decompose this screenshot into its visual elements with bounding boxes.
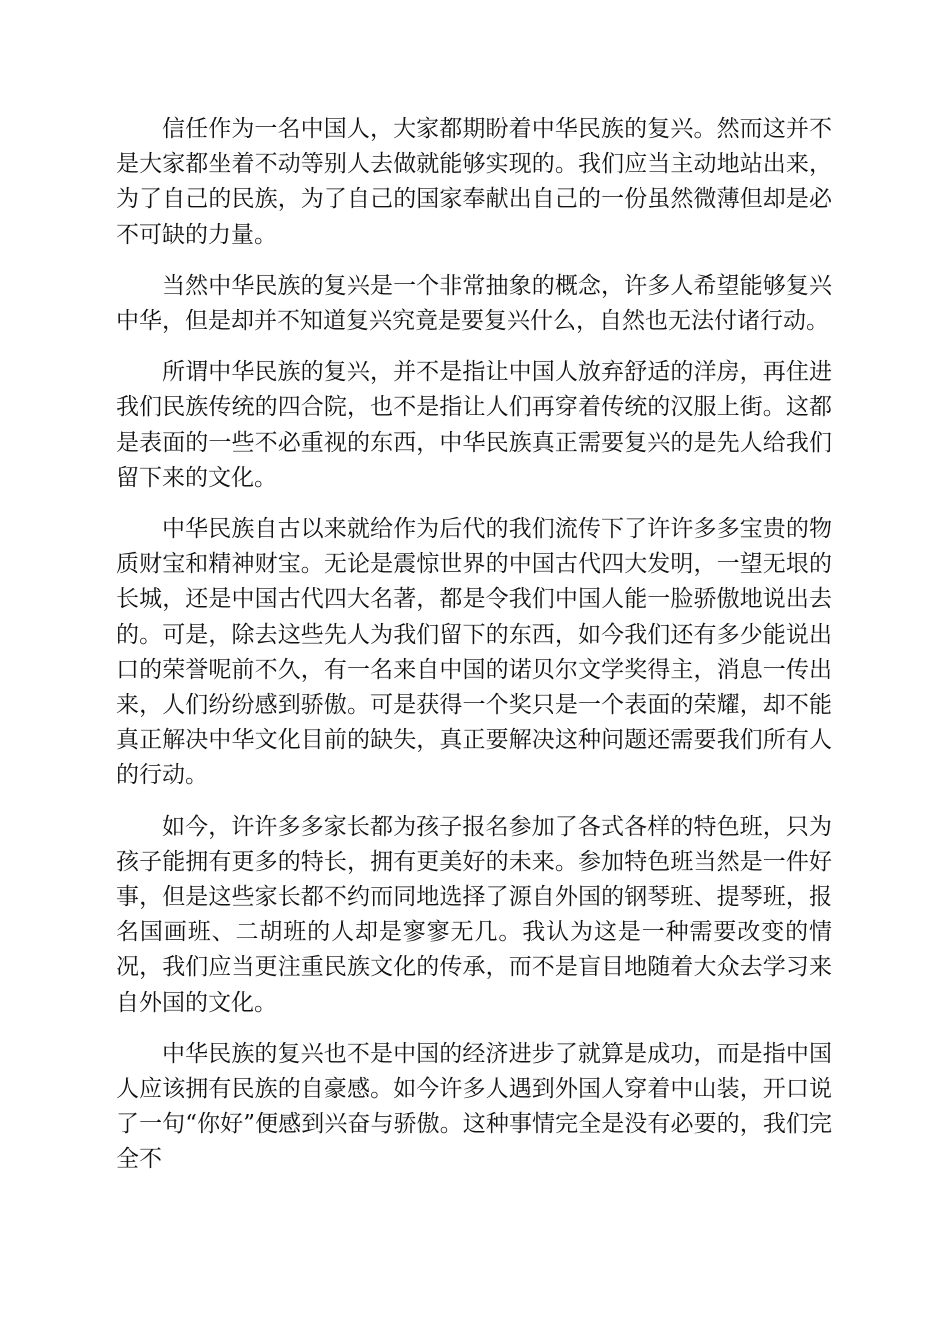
document-body [116, 112, 832, 1194]
paragraph-6: 中华民族的复兴也不是中国的经济进步了就算是成功，而是指中国人应该拥有民族的自豪感。如今许多人遇到外国人穿着中山装，开口说了一句“你好”便感到兴奋与骄傲。这种事情完全是没有必要的，我们完全不 [116, 1040, 832, 1173]
paragraph-3: 所谓中华民族的复兴，并不是指让中国人放弃舒适的洋房，再住进我们民族传统的四合院，也不是指让人们再穿着传统的汉服上街。这都是表面的一些不必重视的东西，中华民族真正需要复兴的是先人给我们留下来的文化。 [116, 359, 832, 491]
paragraph-4: 中华民族自古以来就给作为后代的我们流传下了许许多多宝贵的物质财宝和精神财宝。无论是震惊世界的中国古代四大发明，一望无垠的长城，还是中国古代四大名著，都是令我们中国人能一脸骄傲地说出去的。可是，除去这些先人为我们留下的东西，如今我们还有多少能说出口的荣誉呢前不久，有一名来自中国的诺贝尔文学奖得主，消息一传出来，人们纷纷感到骄傲。可是获得一个奖只是一个表面的荣耀，却不能真正解决中华文化目前的缺失，真正要解决这种问题还需要我们所有人的行动。 [116, 516, 832, 789]
paragraph-2: 当然中华民族的复兴是一个非常抽象的概念，许多人希望能够复兴中华，但是却并不知道复兴究竟是要复兴什么，自然也无法付诸行动。 [116, 272, 832, 335]
paragraph-1: 信任作为一名中国人，大家都期盼着中华民族的复兴。然而这并不是大家都坐着不动等别人去做就能够实现的。我们应当主动地站出来，为了自己的民族，为了自己的国家奉献出自己的一份虽然微薄但却是必不可缺的力量。 [116, 116, 832, 248]
paragraph-5: 如今，许许多多家长都为孩子报名参加了各式各样的特色班，只为孩子能拥有更多的特长，拥有更美好的未来。参加特色班当然是一件好事，但是这些家长都不约而同地选择了源自外国的钢琴班、提琴班，报名国画班、二胡班的人却是寥寥无几。我认为这是一种需要改变的情况，我们应当更注重民族文化的传承，而不是盲目地随着大众去学习来自外国的文化。 [116, 813, 832, 1016]
